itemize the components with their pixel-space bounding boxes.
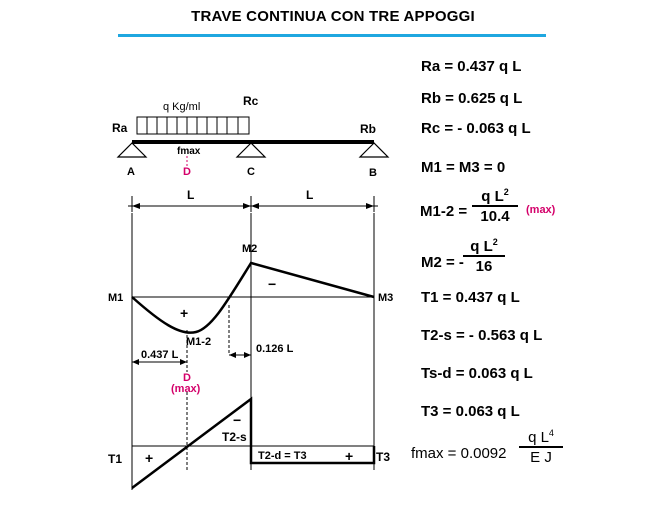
m3-label: M3 (378, 292, 394, 304)
formula-fmax-lhs: fmax = 0.0092 (411, 445, 507, 462)
moment-plus: + (180, 305, 189, 321)
point-c-label: C (247, 166, 255, 178)
dist-zero-label: 0.126 L (256, 343, 294, 355)
moment-point-d: D (183, 372, 191, 384)
support-b (360, 143, 388, 157)
formula-m12-fraction (472, 187, 518, 225)
formula-m12-exponent: 2 (503, 187, 509, 197)
formula-fmax-denominator: E J (519, 446, 563, 466)
rc-label: Rc (243, 94, 259, 108)
load-hatch (147, 117, 238, 134)
t1-label: T1 (108, 452, 123, 466)
ra-label: Ra (112, 121, 128, 135)
formula-m2-exponent: 2 (492, 237, 498, 247)
formula-fmax-exponent: 4 (548, 428, 554, 438)
load-label: q Kg/ml (163, 101, 201, 113)
point-b-label: B (369, 167, 377, 179)
formula-m12-max-note: (max) (526, 204, 556, 216)
formula-fmax-numerator: q L (528, 429, 549, 446)
shear-plus-left: + (145, 450, 154, 466)
formula-m2-fraction (463, 237, 505, 275)
distributed-load (137, 117, 249, 134)
span-1-label: L (187, 188, 195, 202)
formula-t1: T1 = 0.437 q L (421, 289, 520, 306)
rb-label: Rb (360, 122, 376, 136)
m12-label: M1-2 (186, 336, 212, 348)
t2d-label: T2-d = T3 (258, 450, 307, 462)
point-a-label: A (127, 166, 135, 178)
formula-rb: Rb = 0.625 q L (421, 90, 523, 107)
formula-t2s: T2-s = - 0.563 q L (421, 327, 543, 344)
t3-label: T3 (376, 450, 391, 464)
shear-plus-right: + (345, 448, 354, 464)
page-title: TRAVE CONTINUA CON TRE APPOGGI (191, 8, 475, 25)
formula-m12-denominator: 10.4 (472, 205, 518, 225)
formula-m12-lhs: M1-2 = (420, 203, 468, 220)
moment-curve (132, 263, 374, 333)
formula-m12-numerator: q L (481, 188, 504, 205)
moment-max-note: (max) (171, 383, 201, 395)
fmax-label: fmax (177, 146, 201, 157)
formula-m1-m3: M1 = M3 = 0 (421, 159, 506, 176)
shear-minus: − (233, 412, 242, 428)
span-2-label: L (306, 188, 314, 202)
formula-t3: T3 = 0.063 q L (421, 403, 520, 420)
moment-minus: − (268, 276, 277, 292)
m1-label: M1 (108, 292, 124, 304)
formula-rc: Rc = - 0.063 q L (421, 120, 531, 137)
formula-fmax-fraction (519, 428, 563, 466)
formula-tsd: Ts-d = 0.063 q L (421, 365, 533, 382)
t2s-label: T2-s (222, 430, 247, 444)
m2-label: M2 (242, 243, 258, 255)
formula-m2-denominator: 16 (463, 255, 505, 275)
dist-max-label: 0.437 L (141, 349, 179, 361)
point-d-label: D (183, 166, 191, 178)
formula-ra: Ra = 0.437 q L (421, 58, 522, 75)
support-c (237, 143, 265, 157)
formula-m2-numerator: q L (470, 238, 493, 255)
shear-line (132, 399, 374, 488)
support-a (118, 143, 146, 157)
formula-m2-lhs: M2 = - (421, 254, 464, 271)
